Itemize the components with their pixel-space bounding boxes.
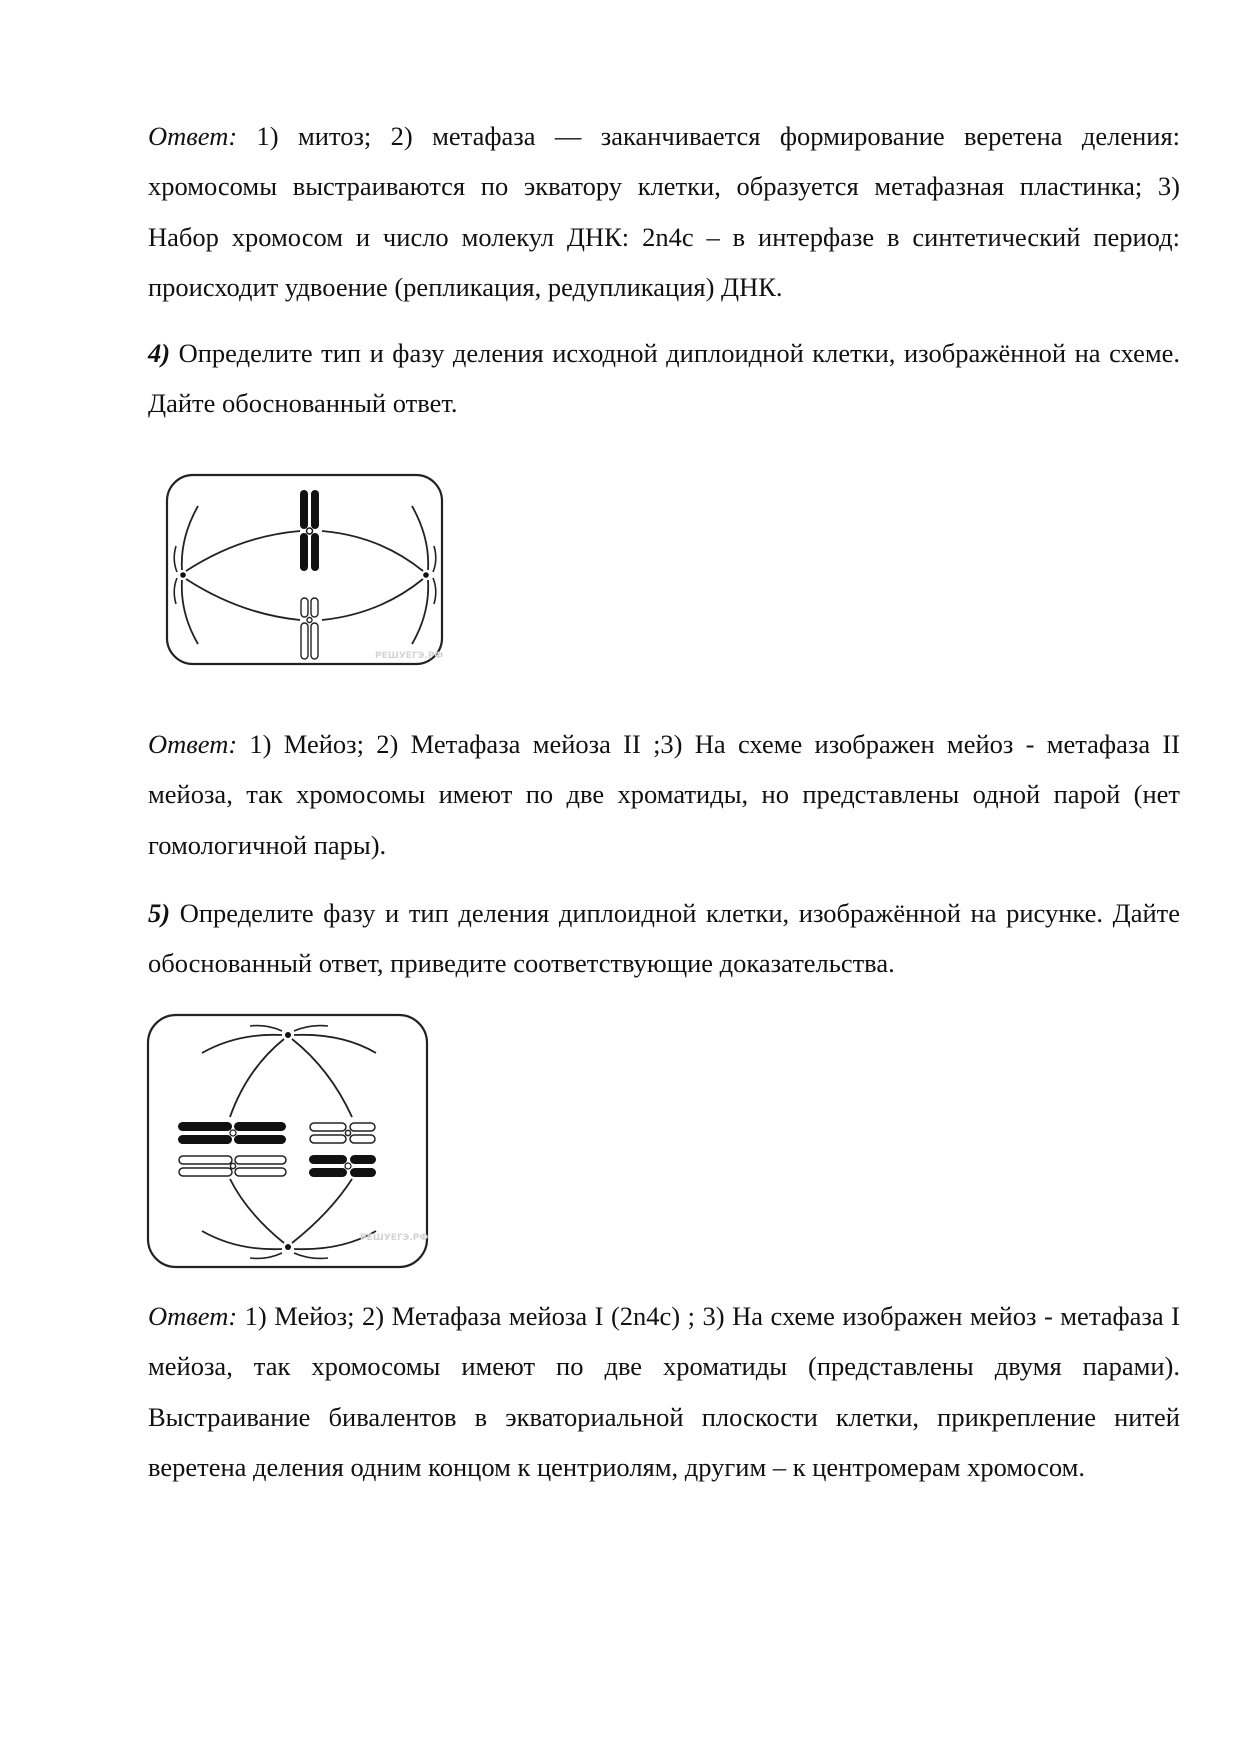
centriole-right-icon (423, 572, 429, 578)
figure-metaphase-1 (142, 1009, 437, 1275)
answer-4-paragraph (148, 719, 1180, 870)
answer-text: 1) митоз; 2) метафаза — заканчивается формирование веретена деления: хромосомы выстраиваются по экватору клетки, образуется метафазная пластинка; 3) Набор хромосом и число молекул ДНК: 2n4c – в интерфазе в синтетический период: происходит удвоение (репликация, редупликация) ДНК. (148, 121, 1180, 302)
chromosome-light-icon (301, 598, 318, 659)
question-text: Определите тип и фазу деления исходной диплоидной клетки, изображённой на схеме. Дайте обоснованный ответ. (148, 338, 1180, 419)
bivalent-left-light-icon (179, 1156, 286, 1176)
centriole-left-icon (180, 572, 186, 578)
cell-diagram-metaphase-1 (142, 1009, 437, 1275)
answer-text: 1) Мейоз; 2) Метафаза мейоза II ;3) На схеме изображен мейоз - метафаза II мейоза, так хромосомы имеют по две хроматиды, но представлены одной парой (нет гомологичной пары). (148, 729, 1180, 860)
question-4-paragraph (148, 328, 1180, 429)
answer-label: Ответ: (148, 1301, 238, 1331)
answer-text: 1) Мейоз; 2) Метафаза мейоза I (2n4c) ; 3) На схеме изображен мейоз - метафаза I мейоза, так хромосомы имеют по две хроматиды (представлены двумя парами). Выстраивание бивалентов в экваториальной плоскости клетки, прикрепление нитей веретена деления одним концом к центриолям, другим – к центромерам хромосом. (148, 1301, 1180, 1482)
centriole-top-icon (285, 1032, 291, 1038)
bivalent-right-dark-icon (309, 1155, 376, 1177)
answer-label: Ответ: (148, 121, 238, 151)
answer-3-paragraph (148, 111, 1180, 312)
question-5-paragraph (148, 888, 1180, 989)
figure-metaphase-2 (160, 468, 460, 673)
centriole-bottom-icon (285, 1244, 291, 1250)
bivalent-right-light-icon (310, 1123, 375, 1143)
answer-5-paragraph (148, 1291, 1180, 1492)
question-number: 5) (148, 898, 171, 928)
bivalent-left-dark-icon (178, 1122, 286, 1144)
watermark: РЕШУЕГЭ.РФ (375, 651, 444, 661)
question-number: 4) (148, 338, 171, 368)
chromosome-dark-icon (300, 490, 319, 571)
watermark: РЕШУЕГЭ.РФ (360, 1233, 429, 1243)
question-text: Определите фазу и тип деления диплоидной клетки, изображённой на рисунке. Дайте обоснованный ответ, приведите соответствующие доказательства. (148, 898, 1180, 979)
answer-label: Ответ: (148, 729, 238, 759)
cell-diagram-metaphase-2 (160, 468, 460, 673)
